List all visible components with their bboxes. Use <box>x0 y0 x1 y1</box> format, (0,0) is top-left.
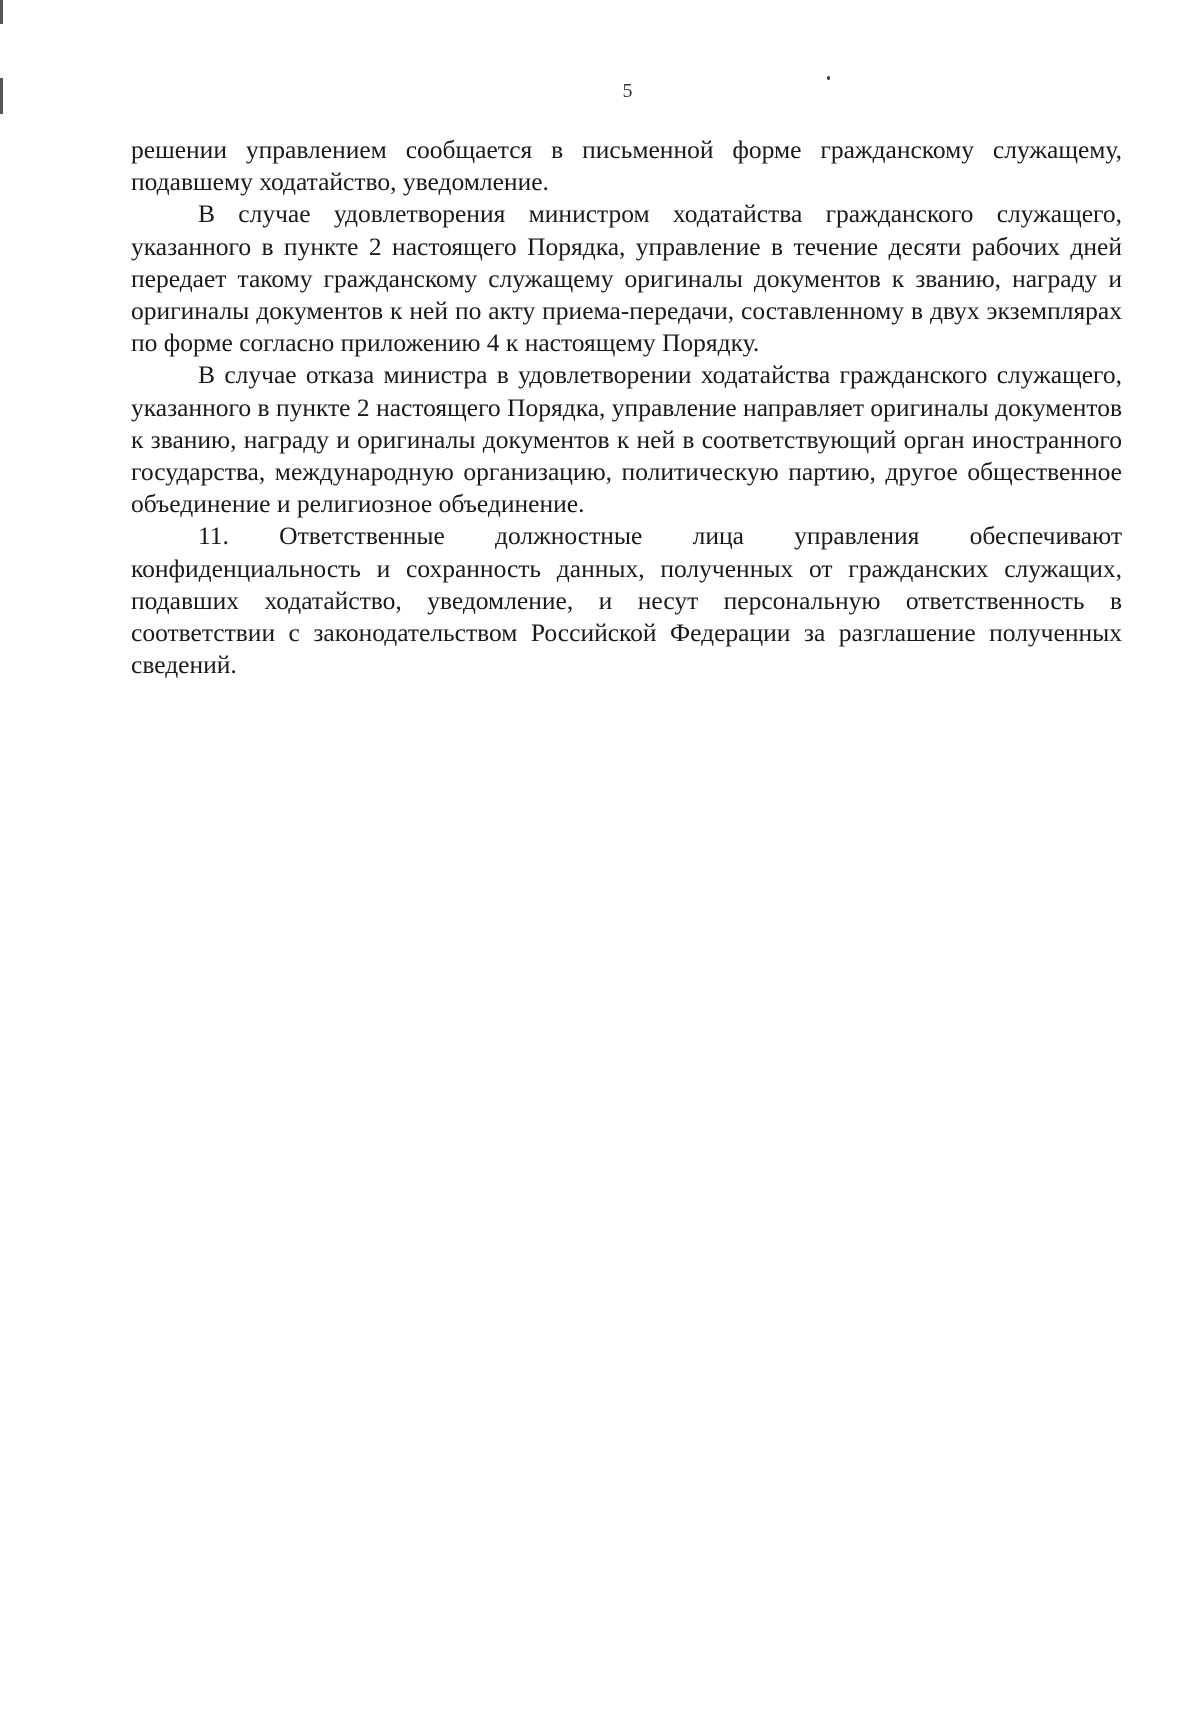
paragraph-refusal-case: В случае отказа министра в удовлетворении ходатайства гражданского служащего, указанного в пункте 2 настоящего Порядка, управление направляет оригиналы документов к званию, награду и оригиналы документов к ней в соответствующий орган иностранного государства, международную организацию, политическую партию, другое общественное объединение и религиозное объединение. <box>131 360 1122 519</box>
page-number: 5 <box>622 80 633 102</box>
paragraph-item-11: 11. Ответственные должностные лица управления обеспечивают конфиденциальность и сохранность данных, полученных от гражданских служащих, подавших ходатайство, уведомление, и несут персональную ответственность в соответствии с законодательством Российской Федерации за разглашение полученных сведений. <box>131 521 1122 680</box>
document-body <box>131 134 1122 681</box>
paragraph-continuation: решении управлением сообщается в письменной форме гражданскому служащему, подавшему ходатайство, уведомление. <box>131 135 1122 197</box>
paragraph-approval-case: В случае удовлетворения министром ходатайства гражданского служащего, указанного в пункте 2 настоящего Порядка, управление в течение десяти рабочих дней передает такому гражданскому служащему оригиналы документов к званию, награду и оригиналы документов к ней по акту приема-передачи, составленному в двух экземплярах по форме согласно приложению 4 к настоящему Порядку. <box>131 199 1122 358</box>
scan-edge-mark <box>0 0 3 24</box>
